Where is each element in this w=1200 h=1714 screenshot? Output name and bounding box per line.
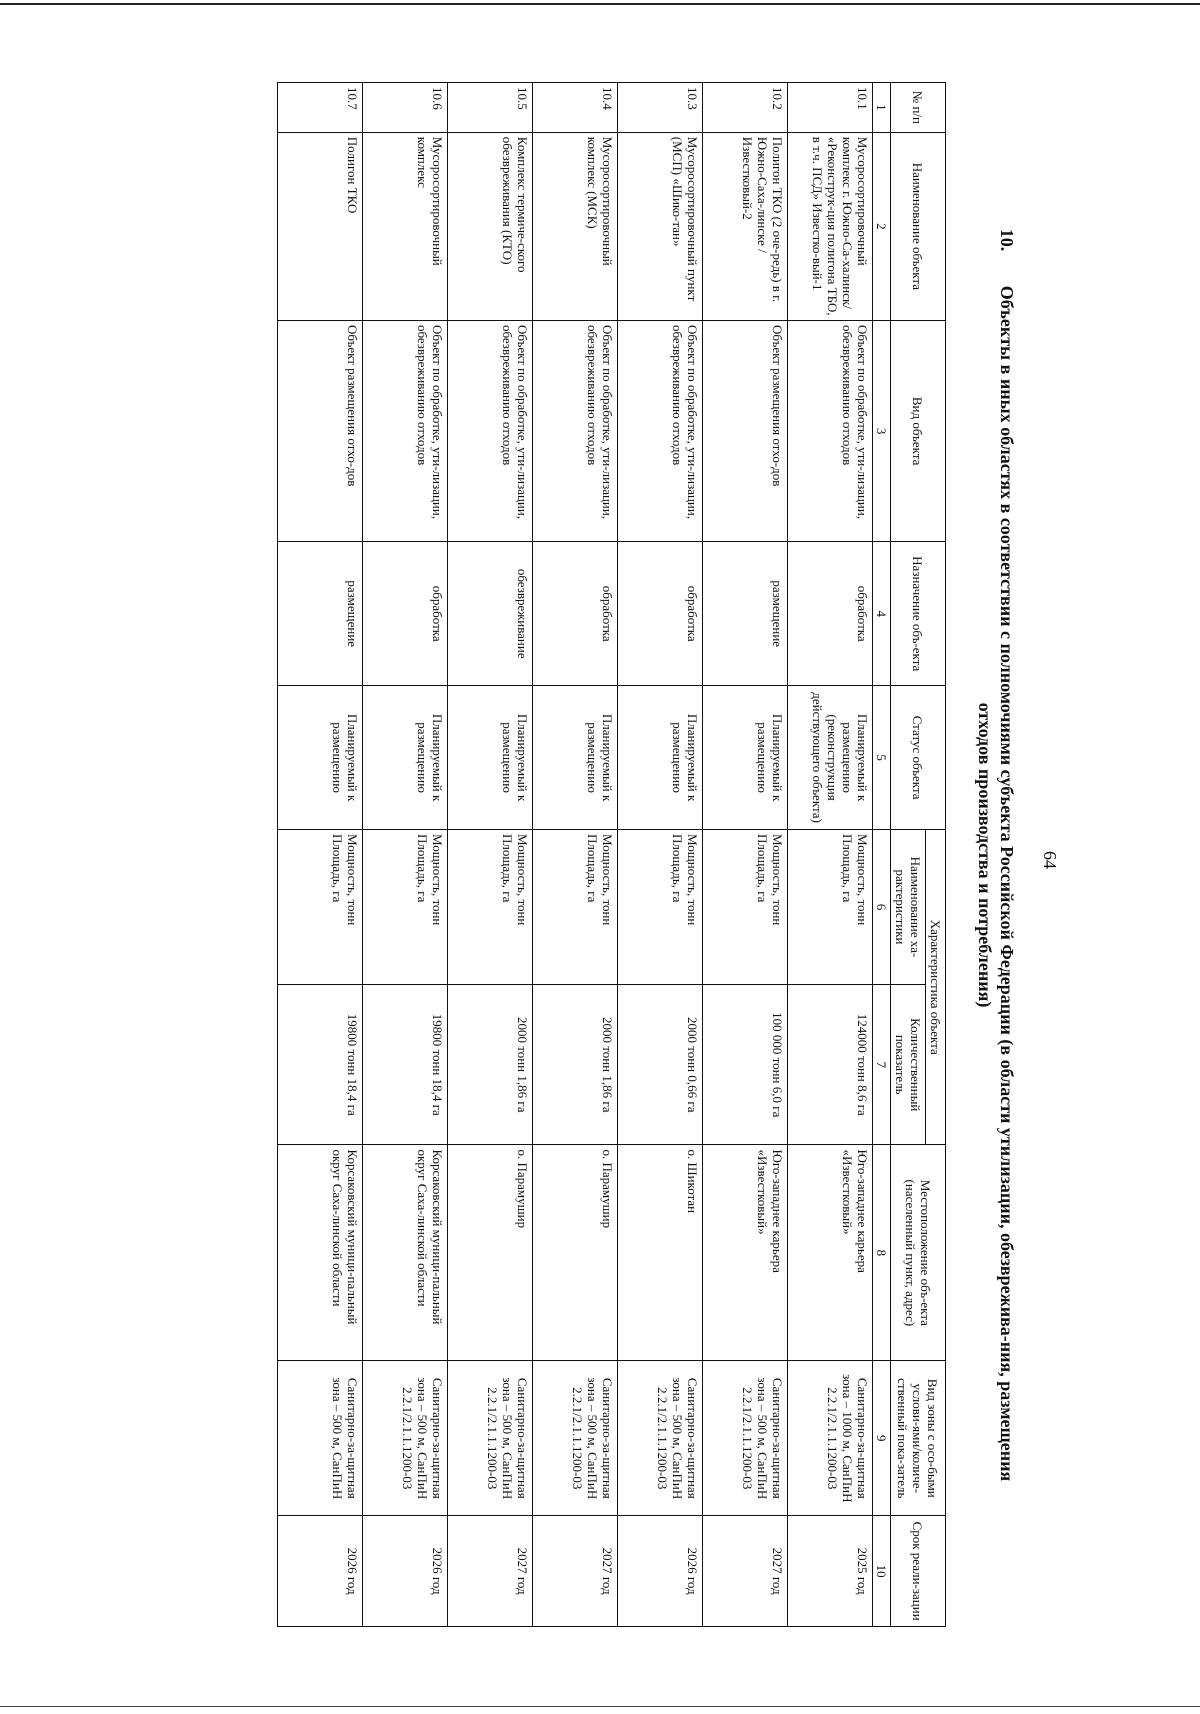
cell-status: Планируемый к размещению (реконструкция действующего объекта) (788, 686, 873, 830)
cell-char-name: Мощность, тонн Площадь, га (788, 830, 873, 985)
table-row (703, 83, 788, 1627)
cell-num: 10.2 (703, 83, 788, 133)
cell-zone: Санитарно-за-щитная зона – 500 м, СанПиН 2.2.1/2.1.1.1200-03 (618, 1361, 703, 1516)
header-purpose: Назначение объ-екта (891, 542, 946, 686)
cell-term: 2025 год (788, 1516, 873, 1627)
cell-char-name: Мощность, тонн Площадь, га (618, 830, 703, 985)
cell-char-value: 19800 тонн 18,4 га (278, 984, 363, 1145)
column-number: 3 (873, 320, 891, 541)
cell-char-value: 2000 тонн 1,86 га (448, 984, 533, 1145)
cell-location: о. Шикотан (618, 1145, 703, 1361)
cell-location: Корсаковский муници-пальный округ Саха-линской области (363, 1145, 448, 1361)
cell-purpose: размещение (278, 542, 363, 686)
cell-kind: Объект по обработке, ути-лизации, обезвреживанию отходов (533, 320, 618, 541)
header-num: № п/п (891, 83, 946, 133)
cell-term: 2027 год (703, 1516, 788, 1627)
cell-char-name: Мощность, тонн Площадь, га (278, 830, 363, 985)
header-zone: Вид зоны с осо-быми услови-ями/количе-ственный пока-затель (891, 1361, 946, 1516)
column-number: 8 (873, 1145, 891, 1361)
cell-location: о. Парамушир (448, 1145, 533, 1361)
cell-status: Планируемый к размещению (363, 686, 448, 830)
cell-location: Юго-западнее карьера «Известковый» (703, 1145, 788, 1361)
column-number: 4 (873, 542, 891, 686)
cell-name: Мусоросортировочный комплекс г. Южно-Са-халинск/ «Реконструк-ция полигона ТБО, в т.ч. ПСД» Известко-вый-1 (788, 132, 873, 320)
cell-zone: Санитарно-за-щитная зона – 500 м, СанПиН 2.2.1/2.1.1.1200-03 (363, 1361, 448, 1516)
cell-kind: Объект по обработке, ути-лизации, обезвреживанию отходов (363, 320, 448, 541)
cell-purpose: размещение (703, 542, 788, 686)
cell-purpose: обработка (618, 542, 703, 686)
cell-name: Комплекс термиче-ского обезвреживания (КТО) (448, 132, 533, 320)
cell-char-value: 100 000 тонн 6,0 га (703, 984, 788, 1145)
cell-kind: Объект по обработке, ути-лизации, обезвреживанию отходов (448, 320, 533, 541)
cell-location: Корсаковский муници-пальный округ Саха-линской области (278, 1145, 363, 1361)
header-name: Наименование объекта (891, 132, 946, 320)
cell-kind: Объект размещения отхо-дов (703, 320, 788, 541)
cell-num: 10.6 (363, 83, 448, 133)
cell-num: 10.5 (448, 83, 533, 133)
cell-zone: Санитарно-за-щитная зона – 500 м, СанПиН 2.2.1/2.1.1.1200-03 (703, 1361, 788, 1516)
table-row (618, 83, 703, 1627)
cell-name: Полигон ТКО (278, 132, 363, 320)
column-number: 5 (873, 686, 891, 830)
cell-purpose: обработка (533, 542, 618, 686)
cell-kind: Объект по обработке, ути-лизации, обезвреживанию отходов (788, 320, 873, 541)
cell-zone: Санитарно-за-щитная зона – 500 м, СанПиН (278, 1361, 363, 1516)
table-row (278, 83, 363, 1627)
table-row (788, 83, 873, 1627)
cell-purpose: обработка (788, 542, 873, 686)
cell-num: 10.1 (788, 83, 873, 133)
cell-zone: Санитарно-за-щитная зона – 1000 м, СанПиН 2.2.1/2.1.1.1200-03 (788, 1361, 873, 1516)
column-number: 6 (873, 830, 891, 985)
cell-status: Планируемый к размещению (703, 686, 788, 830)
cell-num: 10.7 (278, 83, 363, 133)
column-number: 7 (873, 984, 891, 1145)
header-char-value: Количественный показатель (891, 984, 926, 1145)
column-number: 1 (873, 83, 891, 133)
cell-purpose: обезвреживание (448, 542, 533, 686)
page-number: 64 (1040, 851, 1060, 869)
cell-term: 2027 год (448, 1516, 533, 1627)
header-characteristic-group: Характеристика объекта (926, 830, 946, 1145)
header-char-name: Наименование ха-рактеристики (891, 830, 926, 985)
cell-num: 10.3 (618, 83, 703, 133)
cell-term: 2027 год (533, 1516, 618, 1627)
column-number: 10 (873, 1516, 891, 1627)
cell-term: 2026 год (618, 1516, 703, 1627)
cell-name: Мусоросортировочный комплекс (МСК) (533, 132, 618, 320)
cell-char-value: 19800 тонн 18,4 га (363, 984, 448, 1145)
column-number-row (873, 83, 891, 1627)
cell-status: Планируемый к размещению (448, 686, 533, 830)
header-status: Статус объекта (891, 686, 946, 830)
column-number: 2 (873, 132, 891, 320)
cell-location: Юго-западнее карьера «Известковый» (788, 1145, 873, 1361)
cell-name: Полигон ТКО (2 оче-редь) в г. Южно-Саха-линске / Известковый-2 (703, 132, 788, 320)
cell-zone: Санитарно-за-щитная зона – 500 м, СанПиН 2.2.1/2.1.1.1200-03 (533, 1361, 618, 1516)
cell-char-name: Мощность, тонн Площадь, га (703, 830, 788, 985)
cell-zone: Санитарно-за-щитная зона – 500 м, СанПиН 2.2.1/2.1.1.1200-03 (448, 1361, 533, 1516)
cell-status: Планируемый к размещению (278, 686, 363, 830)
objects-table (277, 82, 946, 1627)
cell-term: 2026 год (278, 1516, 363, 1627)
header-kind: Вид объекта (891, 320, 946, 541)
cell-status: Планируемый к размещению (533, 686, 618, 830)
cell-kind: Объект размещения отхо-дов (278, 320, 363, 541)
cell-char-name: Мощность, тонн Площадь, га (448, 830, 533, 985)
cell-char-value: 2000 тонн 1,86 га (533, 984, 618, 1145)
section-number: 10. (997, 228, 1017, 252)
section-title: Объекты в иных областях в соответствии с полномочиями субъекта Российской Федерации (в области утилизации, обезврежива-ния, размещения отходов производства и потребления) (975, 285, 1017, 1482)
table-row (363, 83, 448, 1627)
cell-char-name: Мощность, тонн Площадь, га (533, 830, 618, 985)
cell-name: Мусоросортировочный комплекс (363, 132, 448, 320)
cell-char-value: 2000 тонн 0,66 га (618, 984, 703, 1145)
table-row (448, 83, 533, 1627)
cell-num: 10.4 (533, 83, 618, 133)
section-heading (974, 200, 1018, 1510)
cell-kind: Объект по обработке, ути-лизации, обезвреживанию отходов (618, 320, 703, 541)
cell-char-name: Мощность, тонн Площадь, га (363, 830, 448, 985)
cell-char-value: 124000 тонн 8,6 га (788, 984, 873, 1145)
header-location: Местоположение объ-екта (населенный пункт, адрес) (891, 1145, 946, 1361)
cell-term: 2026 год (363, 1516, 448, 1627)
cell-status: Планируемый к размещению (618, 686, 703, 830)
cell-location: о. Парамушир (533, 1145, 618, 1361)
table-row (533, 83, 618, 1627)
cell-purpose: обработка (363, 542, 448, 686)
header-term: Срок реали-зации (891, 1516, 946, 1627)
column-number: 9 (873, 1361, 891, 1516)
cell-name: Мусоросортировочный пункт (МСП) «Шико-тан» (618, 132, 703, 320)
